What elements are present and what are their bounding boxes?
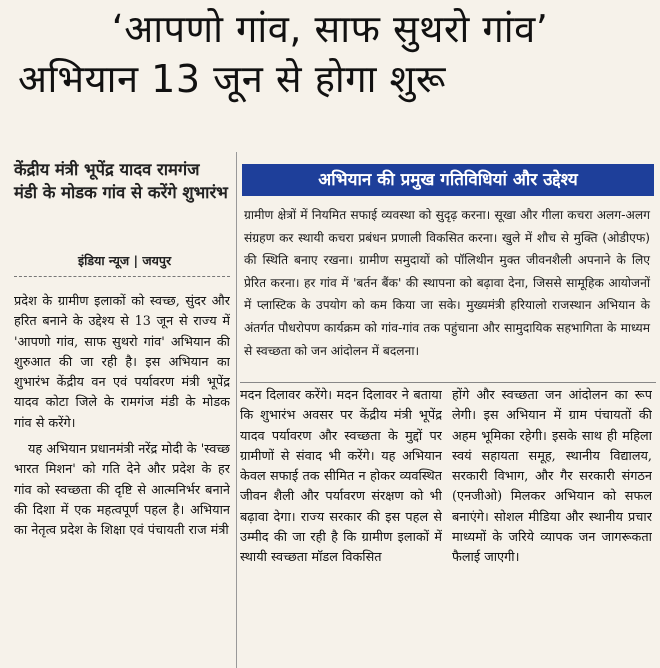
column-2-text: मदन दिलावर करेंगे। मदन दिलावर ने बताया कि शुभारंभ अवसर पर केंद्रीय मंत्री भूपेंद्र यादव पर्यावरण और स्वच्छता के मुद्दों पर ग्रामीणों से संवाद भी करेंगे। यह अभियान केवल सफाई तक सीमित न होकर व्यवस्थित जीवन शैली और पर्यावरण संरक्षण को भी बढ़ावा देगा। राज्य सरकार की इस पहल से उम्मीद की जा रही है कि ग्रामीण इलाकों में स्थायी स्वच्छता मॉडल विकसित [240, 388, 442, 566]
highlights-box-header: अभियान की प्रमुख गतिविधियां और उद्देश्य [242, 164, 654, 196]
article-column-1 [14, 292, 230, 668]
column-3-text: होंगे और स्वच्छता जन आंदोलन का रूप लेगी। इस अभियान में ग्राम पंचायतों की अहम भूमिका रहेगी। इसके साथ ही महिला स्वयं सहायता समूह, स्थानीय विद्यालय, सरकारी विभाग, और गैर सरकारी संगठन (एनजीओ) मिलकर अभियान को सफल बनाएंगे। सोशल मीडिया और स्थानीय प्रचार माध्यमों के जरिये व्यापक जन जागरूकता फैलाई जाएगी। [452, 388, 652, 566]
byline-divider [14, 276, 230, 277]
column-divider [236, 152, 237, 668]
byline: इंडिया न्यूज | जयपुर [78, 253, 172, 268]
headline-line-2: अभियान 13 जून से होगा शुरू [18, 57, 446, 101]
article-column-2 [240, 386, 442, 668]
highlights-box-divider [240, 382, 656, 383]
article-column-3 [452, 386, 652, 668]
column-1-paragraph-1: प्रदेश के ग्रामीण इलाकों को स्वच्छ, सुंदर और हरित बनाने के उद्देश्य से 13 जून से राज्य में 'आपणो गांव, साफ सुथरो गांव' अभियान की शुरुआत की जा रही है। इस अभियान का शुभारंभ केंद्रीय वन एवं पर्यावरण मंत्री भूपेंद्र यादव कोटा जिले के रामगंज मंडी के मोडक गांव से करेंगे। [14, 294, 230, 431]
headline-line-1: ‘आपणो गांव, साफ सुथरो गांव’ [111, 7, 549, 51]
column-1-paragraph-2: यह अभियान प्रधानमंत्री नरेंद्र मोदी के 'स्वच्छ भारत मिशन' को गति देने और प्रदेश के हर गांव को स्वच्छता की दृष्टि से आत्मनिर्भर बनाने की दिशा में एक महत्वपूर्ण पहल है। अभियान का नेतृत्व प्रदेश के शिक्षा एवं पंचायती राज मंत्री [14, 442, 230, 539]
headline [10, 4, 650, 104]
highlights-box-body [244, 204, 650, 362]
highlights-box-text: ग्रामीण क्षेत्रों में नियमित सफाई व्यवस्था को सुदृढ़ करना। सूखा और गीला कचरा अलग-अलग संग्रहण कर स्थायी कचरा प्रबंधन प्रणाली विकसित करना। खुले में शौच से मुक्ति (ओडीएफ) की स्थिति बनाए रखना। ग्रामीण समुदायों को पॉलिथीन मुक्त जीवनशैली अपनाने के लिए प्रेरित करना। हर गांव में 'बर्तन बैंक' की स्थापना को बढ़ावा देना, जिससे सामूहिक आयोजनों में प्लास्टिक के उपयोग को कम किया जा सके। मुख्यमंत्री हरियालो राजस्थान अभियान के अंतर्गत पौधरोपण कार्यक्रम को गांव-गांव तक पहुंचाना और सामुदायिक सहभागिता के माध्यम से स्वच्छता को जन आंदोलन में बदलना। [244, 208, 650, 358]
subheadline: केंद्रीय मंत्री भूपेंद्र यादव रामगंज मंडी के मोडक गांव से करेंगे शुभारंभ [14, 160, 228, 202]
